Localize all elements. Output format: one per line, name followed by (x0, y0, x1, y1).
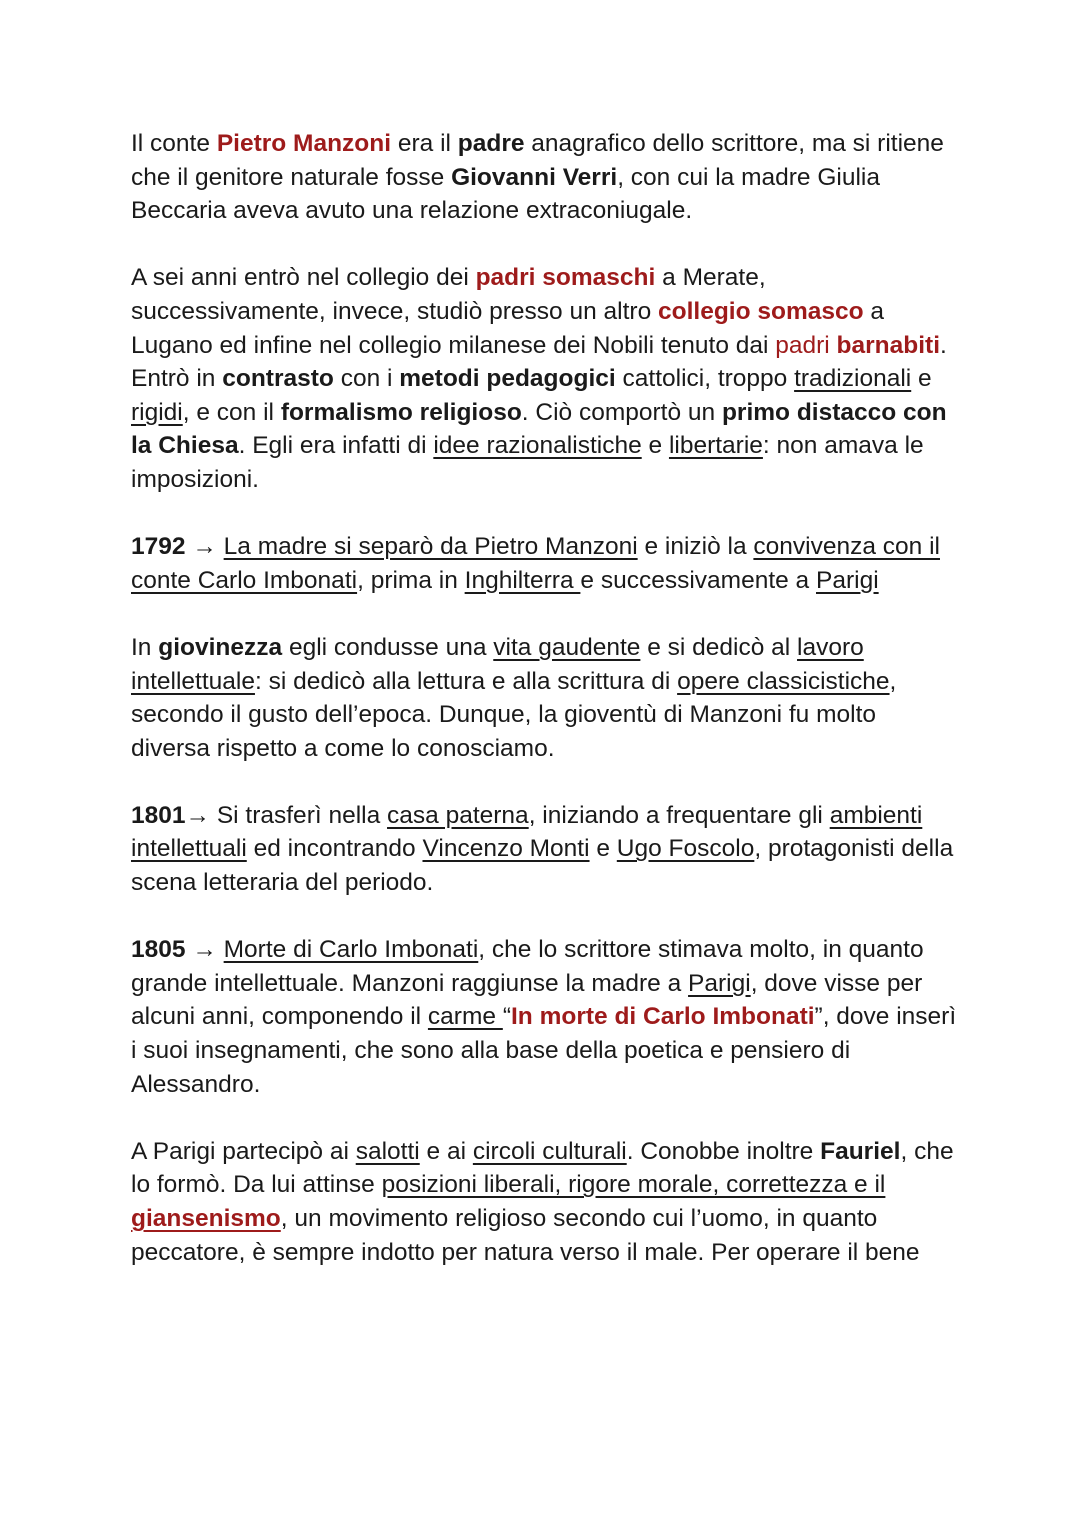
text-run (830, 332, 837, 359)
text-run: In morte di Carlo Imbonati (510, 1003, 815, 1031)
text-run: A sei anni entrò nel collegio dei (131, 264, 476, 292)
text-run: Parigi (688, 969, 751, 997)
text-run: e (911, 365, 932, 393)
paragraph-education (131, 261, 961, 362)
text-run: Parigi (816, 566, 879, 594)
text-run: , dove visse per alcuni anni, componendo il (131, 969, 923, 1031)
text-run: , protagonisti della scena letteraria del periodo. (131, 835, 954, 897)
text-run: Entrò in (131, 365, 223, 393)
text-run: → (185, 936, 224, 964)
text-run: Fauriel (820, 1137, 901, 1165)
document-page (131, 127, 961, 1269)
text-run: , e con il (182, 398, 281, 426)
text-run: con i (333, 365, 400, 393)
text-run: libertarie (668, 432, 763, 460)
text-run: Ugo Foscolo (616, 835, 755, 863)
text-run: vita gaudente (493, 633, 641, 661)
text-run: e iniziò la (637, 533, 754, 561)
text-run: circoli culturali (472, 1137, 627, 1165)
text-run: Morte di Carlo Imbonati (223, 936, 479, 964)
text-run: e si dedicò al (640, 633, 798, 661)
text-run: , iniziando a frequentare gli (528, 801, 830, 829)
text-run: barnabiti (836, 331, 941, 359)
text-run: , un movimento religioso secondo cui l’uomo, in quanto peccatore, è sempre indotto per natura verso il male. Per operare il bene (131, 1205, 920, 1266)
text-run: opere classicistiche (677, 667, 890, 695)
text-run: Giovanni Verri (451, 163, 618, 191)
text-run: rigidi (131, 398, 183, 426)
paragraph-church-conflict (131, 362, 961, 496)
text-run: formalismo religioso (280, 398, 522, 426)
text-run: cattolici, troppo (615, 365, 795, 393)
text-run: Il conte (131, 130, 217, 157)
text-run: 1801 (131, 801, 186, 829)
text-run: : non amava le imposizioni. (131, 432, 924, 493)
text-run: giansenismo (131, 1205, 281, 1232)
text-run: e (641, 432, 669, 460)
text-run: collegio somasco (658, 297, 864, 325)
text-run: . Ciò comportò un (521, 398, 722, 426)
text-run: contrasto (222, 365, 334, 393)
text-run: tradizionali (794, 365, 912, 393)
text-run: anagrafico dello scrittore, ma si ritiene che il genitore naturale fosse (131, 130, 944, 191)
text-run: casa paterna (387, 801, 529, 829)
text-run: ambienti intellettuali (131, 801, 923, 863)
text-run: → Si trasferì nella (185, 801, 388, 829)
text-run: In (131, 633, 159, 661)
paragraph-1801 (131, 799, 961, 900)
text-run: giovinezza (158, 633, 283, 661)
text-run: . Egli era infatti di (238, 432, 434, 460)
text-run: : si dedicò alla lettura e alla scrittura di (254, 667, 678, 695)
paragraph-1792 (131, 530, 961, 597)
text-run: , che lo scrittore stimava molto, in quanto grande intellettuale. Manzoni raggiunse la madre a (131, 936, 924, 997)
paragraph-youth (131, 631, 961, 765)
text-run: A Parigi partecipò ai (131, 1137, 356, 1165)
text-run: a Lugano ed infine nel collegio milanese dei Nobili tenuto dai (131, 297, 885, 359)
text-run: e (589, 835, 617, 863)
text-run: “ (502, 1003, 511, 1031)
text-run: ed incontrando (246, 835, 423, 863)
text-run: ”, dove inserì i suoi insegnamenti, che sono alla base della poetica e pensiero di Alessandro. (131, 1003, 957, 1098)
text-run: e ai (419, 1137, 473, 1165)
text-run: salotti (355, 1137, 420, 1165)
paragraph-1805 (131, 933, 961, 1101)
text-run: padri (775, 331, 830, 359)
text-run: a Merate, successivamente, invece, studiò presso un altro (131, 264, 766, 325)
text-run: padre (457, 130, 525, 157)
text-run: Pietro Manzoni (216, 130, 392, 157)
text-run: , prima in (357, 566, 465, 594)
text-run: Vincenzo Monti (422, 835, 590, 863)
text-run: , con cui la madre Giulia Beccaria aveva avuto una relazione extraconiugale. (131, 163, 881, 225)
text-run: convivenza con il conte Carlo Imbonati (131, 533, 940, 594)
text-run: idee razionalistiche (433, 432, 642, 460)
text-run: 1792 (131, 533, 186, 561)
paragraph-paris (131, 1135, 961, 1269)
text-run: . (940, 331, 947, 359)
paragraph-parentage (131, 127, 961, 228)
text-run: , che lo formò. Da lui attinse (131, 1137, 954, 1199)
text-run: posizioni liberali, rigore morale, correttezza e il (381, 1171, 886, 1199)
text-run: lavoro intellettuale (131, 633, 864, 695)
text-run: , secondo il gusto dell’epoca. Dunque, la gioventù di Manzoni fu molto diversa rispetto a come lo conosciamo. (131, 667, 897, 762)
text-run: 1805 (131, 936, 186, 964)
text-run: carme (427, 1003, 503, 1031)
text-run: → (185, 533, 224, 561)
text-run: La madre si separò da Pietro Manzoni (223, 533, 638, 561)
text-run: . Conobbe inoltre (626, 1137, 821, 1165)
text-run: egli condusse una (282, 633, 494, 661)
text-run: e successivamente a (580, 566, 816, 594)
text-run: era il (391, 130, 458, 157)
text-run: metodi pedagogici (399, 365, 616, 393)
text-run: Inghilterra (464, 566, 581, 594)
text-run: padri somaschi (475, 264, 656, 292)
text-run: primo distacco con la Chiesa (131, 398, 947, 460)
